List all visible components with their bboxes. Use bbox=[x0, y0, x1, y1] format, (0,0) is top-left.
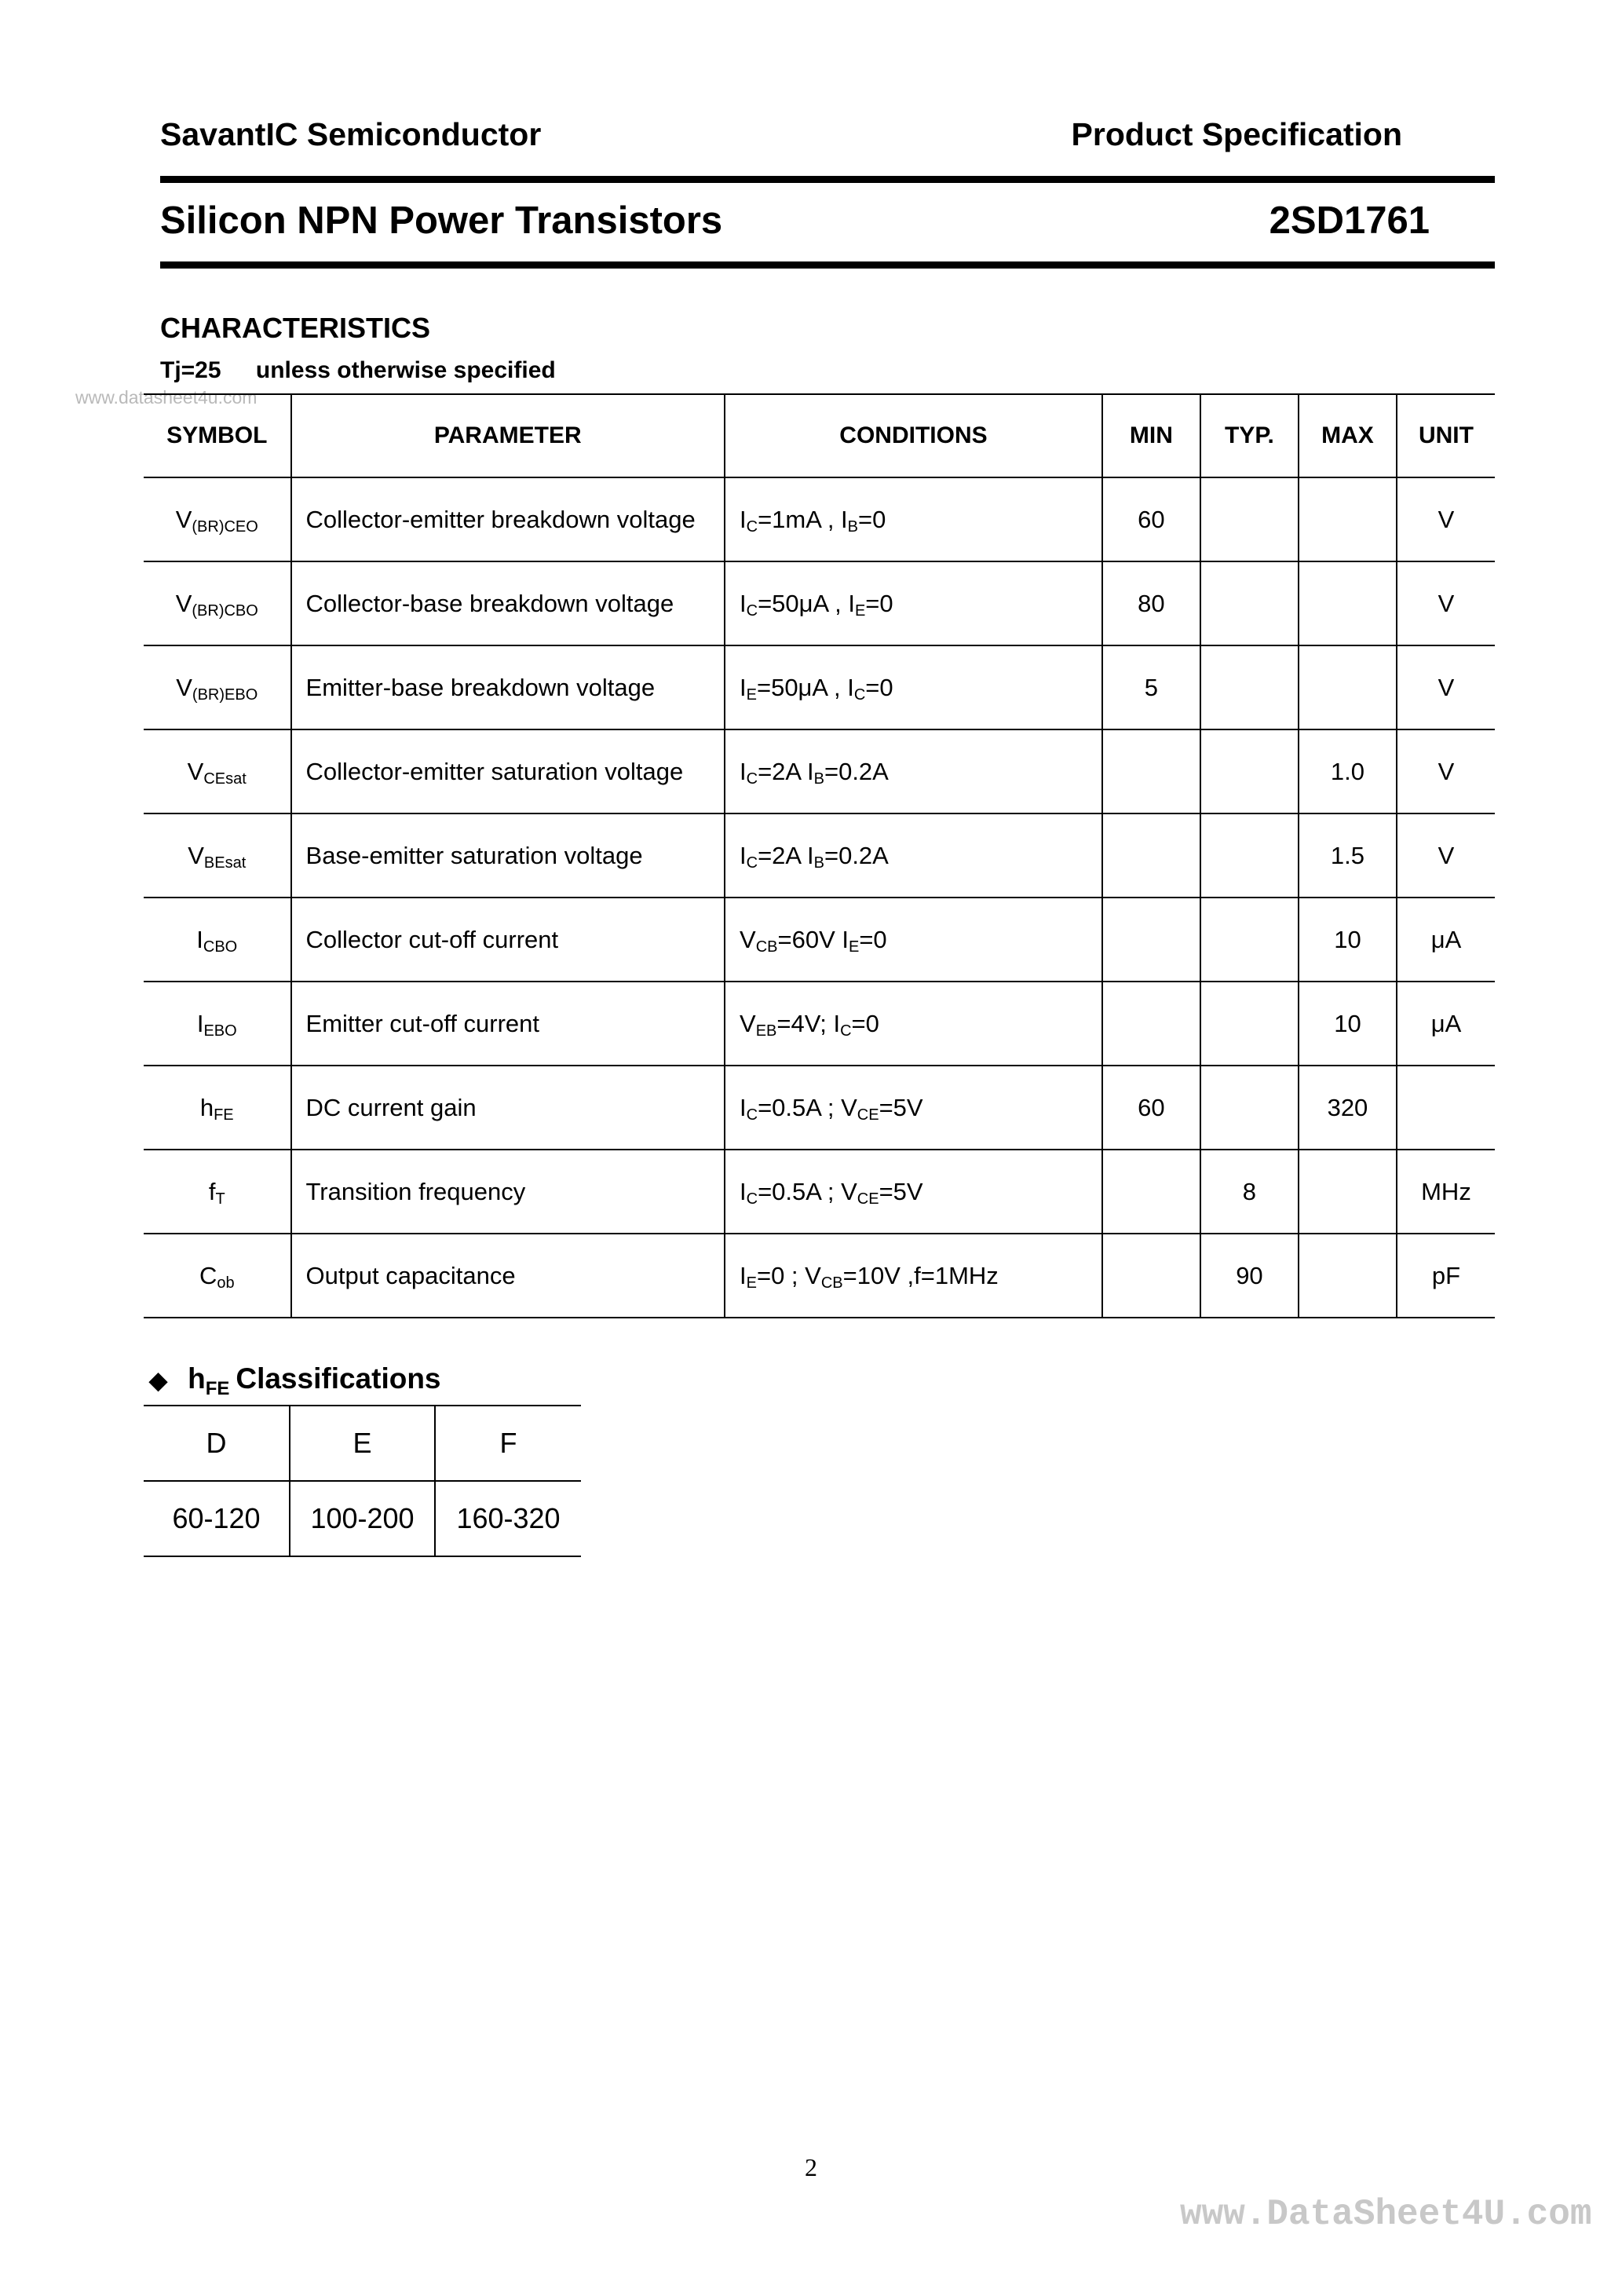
condition-text: =2A I bbox=[758, 841, 814, 869]
hfe-class-cell: D bbox=[144, 1406, 290, 1481]
symbol-main: f bbox=[208, 1177, 216, 1205]
condition-subscript: B bbox=[847, 517, 859, 536]
conditions-cell bbox=[725, 729, 1102, 813]
column-header: MIN bbox=[1102, 394, 1200, 477]
table-row bbox=[144, 561, 1495, 645]
condition-text: I bbox=[740, 1093, 747, 1121]
hfe-title-text: Classifications bbox=[236, 1362, 441, 1395]
condition-text: =60V I bbox=[777, 925, 849, 953]
symbol-main: V bbox=[188, 841, 204, 869]
max-cell: 1.5 bbox=[1299, 813, 1397, 898]
min-cell bbox=[1102, 982, 1200, 1066]
condition-text: =10V ,f=1MHz bbox=[842, 1261, 999, 1289]
min-cell: 60 bbox=[1102, 477, 1200, 561]
condition-text: I bbox=[740, 505, 747, 533]
header-rule-top bbox=[160, 176, 1495, 183]
max-cell bbox=[1299, 645, 1397, 729]
symbol-cell bbox=[144, 1066, 291, 1150]
condition-subscript: C bbox=[746, 1106, 758, 1124]
symbol-main: V bbox=[175, 505, 192, 533]
condition-text: =0 ; V bbox=[756, 1261, 821, 1289]
max-cell bbox=[1299, 1150, 1397, 1234]
typ-cell bbox=[1200, 645, 1299, 729]
unit-cell: V bbox=[1397, 729, 1495, 813]
condition-text: =0.5A ; V bbox=[758, 1093, 857, 1121]
condition-text: =0.2A bbox=[824, 757, 889, 785]
parameter-cell: Collector-emitter saturation voltage bbox=[291, 729, 725, 813]
condition-text: =0.5A ; V bbox=[758, 1177, 857, 1205]
symbol-main: h bbox=[199, 1093, 214, 1121]
condition-text: =0 bbox=[859, 925, 887, 953]
condition-text: =0 bbox=[858, 505, 886, 533]
part-number: 2SD1761 bbox=[1269, 199, 1430, 242]
table-row bbox=[144, 813, 1495, 898]
symbol-main: C bbox=[199, 1261, 217, 1289]
symbol-main: V bbox=[175, 589, 192, 617]
hfe-range-cell: 60-120 bbox=[144, 1481, 290, 1556]
hfe-class-cell: F bbox=[435, 1406, 581, 1481]
unit-cell bbox=[1397, 1066, 1495, 1150]
conditions-cell bbox=[725, 561, 1102, 645]
min-cell bbox=[1102, 1150, 1200, 1234]
min-cell bbox=[1102, 813, 1200, 898]
condition-text: I bbox=[740, 673, 747, 701]
table-row bbox=[144, 1066, 1495, 1150]
condition-subscript: E bbox=[746, 1274, 757, 1292]
footer-watermark-url: www.DataSheet4U.com bbox=[1180, 2194, 1592, 2235]
temperature-condition bbox=[160, 357, 556, 384]
condition-text: =0 bbox=[865, 673, 893, 701]
column-header: TYP. bbox=[1200, 394, 1299, 477]
condition-subscript: E bbox=[848, 938, 860, 956]
hfe-title-symbol: h bbox=[188, 1362, 206, 1395]
condition-text: I bbox=[740, 757, 747, 785]
condition-subscript: C bbox=[746, 770, 758, 788]
hfe-range-cell: 100-200 bbox=[290, 1481, 435, 1556]
column-header: MAX bbox=[1299, 394, 1397, 477]
document-type: Product Specification bbox=[1071, 116, 1402, 152]
column-header: PARAMETER bbox=[291, 394, 725, 477]
condition-text: I bbox=[740, 1261, 747, 1289]
symbol-cell bbox=[144, 561, 291, 645]
condition-subscript: EB bbox=[755, 1022, 777, 1040]
symbol-subscript: (BR)CEO bbox=[192, 517, 258, 536]
condition-text: =5V bbox=[879, 1177, 923, 1205]
table-row bbox=[144, 982, 1495, 1066]
page-number: 2 bbox=[805, 2153, 817, 2181]
symbol-cell bbox=[144, 729, 291, 813]
company-name: SavantIC Semiconductor bbox=[160, 116, 542, 152]
condition-text: =0.2A bbox=[824, 841, 889, 869]
hfe-class-row bbox=[144, 1406, 581, 1481]
parameter-cell: Collector cut-off current bbox=[291, 898, 725, 982]
condition-text: =50μA , I bbox=[756, 673, 854, 701]
characteristics-title: CHARACTERISTICS bbox=[160, 312, 431, 344]
condition-subscript: C bbox=[840, 1022, 852, 1040]
max-cell bbox=[1299, 477, 1397, 561]
condition-text: =1mA , I bbox=[758, 505, 848, 533]
condition-text: V bbox=[740, 925, 756, 953]
unit-cell: μA bbox=[1397, 982, 1495, 1066]
condition-text: I bbox=[740, 841, 747, 869]
typ-cell bbox=[1200, 477, 1299, 561]
hfe-class-cell: E bbox=[290, 1406, 435, 1481]
symbol-main: I bbox=[196, 925, 203, 953]
diamond-bullet-icon: ◆ bbox=[149, 1368, 168, 1394]
condition-subscript: C bbox=[746, 1190, 758, 1208]
conditions-cell bbox=[725, 813, 1102, 898]
conditions-cell bbox=[725, 645, 1102, 729]
conditions-cell bbox=[725, 898, 1102, 982]
typ-cell bbox=[1200, 561, 1299, 645]
parameter-cell: Output capacitance bbox=[291, 1234, 725, 1318]
symbol-main: I bbox=[196, 1009, 204, 1037]
condition-subscript: C bbox=[746, 601, 758, 620]
symbol-subscript: CEsat bbox=[203, 770, 247, 788]
condition-text: =2A I bbox=[758, 757, 814, 785]
unit-cell: V bbox=[1397, 477, 1495, 561]
symbol-subscript: BEsat bbox=[203, 854, 247, 872]
min-cell: 60 bbox=[1102, 1066, 1200, 1150]
symbol-cell bbox=[144, 477, 291, 561]
unit-cell: V bbox=[1397, 645, 1495, 729]
parameter-cell: Emitter cut-off current bbox=[291, 982, 725, 1066]
table-row bbox=[144, 1150, 1495, 1234]
characteristics-table bbox=[144, 393, 1495, 1318]
watermark-text: www.datasheet4u.com bbox=[75, 387, 258, 408]
typ-cell bbox=[1200, 982, 1299, 1066]
symbol-cell bbox=[144, 898, 291, 982]
symbol-subscript: CBO bbox=[203, 938, 238, 956]
table-row bbox=[144, 645, 1495, 729]
symbol-subscript: (BR)EBO bbox=[192, 686, 258, 704]
condition-subscript: CB bbox=[820, 1274, 843, 1292]
conditions-cell bbox=[725, 1066, 1102, 1150]
max-cell bbox=[1299, 1234, 1397, 1318]
condition-note: unless otherwise specified bbox=[255, 357, 556, 383]
typ-cell bbox=[1200, 813, 1299, 898]
typ-cell: 90 bbox=[1200, 1234, 1299, 1318]
table-row bbox=[144, 477, 1495, 561]
symbol-cell bbox=[144, 813, 291, 898]
parameter-cell: Emitter-base breakdown voltage bbox=[291, 645, 725, 729]
condition-subscript: C bbox=[853, 686, 866, 704]
condition-subscript: B bbox=[813, 854, 824, 872]
condition-text: =0 bbox=[865, 589, 893, 617]
table-row bbox=[144, 729, 1495, 813]
symbol-cell bbox=[144, 1234, 291, 1318]
condition-text: =0 bbox=[851, 1009, 879, 1037]
typ-cell bbox=[1200, 898, 1299, 982]
condition-subscript: C bbox=[746, 517, 758, 536]
header-rule-bottom bbox=[160, 261, 1495, 269]
unit-cell: V bbox=[1397, 561, 1495, 645]
symbol-subscript: EBO bbox=[203, 1022, 237, 1040]
conditions-cell bbox=[725, 982, 1102, 1066]
condition-subscript: E bbox=[854, 601, 866, 620]
table-header-row bbox=[144, 394, 1495, 477]
column-header: CONDITIONS bbox=[725, 394, 1102, 477]
parameter-cell: DC current gain bbox=[291, 1066, 725, 1150]
parameter-cell: Collector-emitter breakdown voltage bbox=[291, 477, 725, 561]
table-row bbox=[144, 1234, 1495, 1318]
max-cell: 320 bbox=[1299, 1066, 1397, 1150]
symbol-cell bbox=[144, 982, 291, 1066]
parameter-cell: Collector-base breakdown voltage bbox=[291, 561, 725, 645]
column-header: SYMBOL bbox=[144, 394, 291, 477]
condition-subscript: CE bbox=[857, 1106, 879, 1124]
max-cell: 10 bbox=[1299, 982, 1397, 1066]
symbol-subscript: T bbox=[215, 1190, 225, 1208]
hfe-classification-table bbox=[144, 1405, 581, 1557]
condition-text: =4V; I bbox=[776, 1009, 841, 1037]
condition-subscript: C bbox=[746, 854, 758, 872]
min-cell bbox=[1102, 1234, 1200, 1318]
min-cell bbox=[1102, 898, 1200, 982]
symbol-main: V bbox=[187, 757, 204, 785]
column-header: UNIT bbox=[1397, 394, 1495, 477]
condition-subscript: E bbox=[746, 686, 757, 704]
symbol-cell bbox=[144, 1150, 291, 1234]
hfe-title-subscript: FE bbox=[205, 1378, 230, 1399]
parameter-cell: Transition frequency bbox=[291, 1150, 725, 1234]
typ-cell: 8 bbox=[1200, 1150, 1299, 1234]
min-cell: 80 bbox=[1102, 561, 1200, 645]
symbol-main: V bbox=[176, 673, 192, 701]
conditions-cell bbox=[725, 1150, 1102, 1234]
condition-subscript: CB bbox=[755, 938, 778, 956]
max-cell: 10 bbox=[1299, 898, 1397, 982]
symbol-subscript: FE bbox=[214, 1106, 234, 1124]
symbol-cell bbox=[144, 645, 291, 729]
condition-subscript: B bbox=[813, 770, 824, 788]
typ-cell bbox=[1200, 729, 1299, 813]
condition-text: =50μA , I bbox=[758, 589, 855, 617]
table-row bbox=[144, 898, 1495, 982]
unit-cell: MHz bbox=[1397, 1150, 1495, 1234]
condition-text: =5V bbox=[879, 1093, 923, 1121]
hfe-classifications-title bbox=[149, 1362, 441, 1399]
condition-text: I bbox=[740, 1177, 747, 1205]
hfe-range-row bbox=[144, 1481, 581, 1556]
unit-cell: pF bbox=[1397, 1234, 1495, 1318]
conditions-cell bbox=[725, 477, 1102, 561]
max-cell bbox=[1299, 561, 1397, 645]
typ-cell bbox=[1200, 1066, 1299, 1150]
conditions-cell bbox=[725, 1234, 1102, 1318]
symbol-subscript: ob bbox=[217, 1274, 235, 1292]
min-cell bbox=[1102, 729, 1200, 813]
condition-text: I bbox=[740, 589, 747, 617]
temperature-value: Tj=25 bbox=[160, 357, 221, 383]
symbol-subscript: (BR)CBO bbox=[192, 601, 258, 620]
product-title: Silicon NPN Power Transistors bbox=[160, 199, 723, 242]
condition-text: V bbox=[740, 1009, 756, 1037]
hfe-range-cell: 160-320 bbox=[435, 1481, 581, 1556]
unit-cell: V bbox=[1397, 813, 1495, 898]
condition-subscript: CE bbox=[857, 1190, 879, 1208]
parameter-cell: Base-emitter saturation voltage bbox=[291, 813, 725, 898]
unit-cell: μA bbox=[1397, 898, 1495, 982]
max-cell: 1.0 bbox=[1299, 729, 1397, 813]
min-cell: 5 bbox=[1102, 645, 1200, 729]
